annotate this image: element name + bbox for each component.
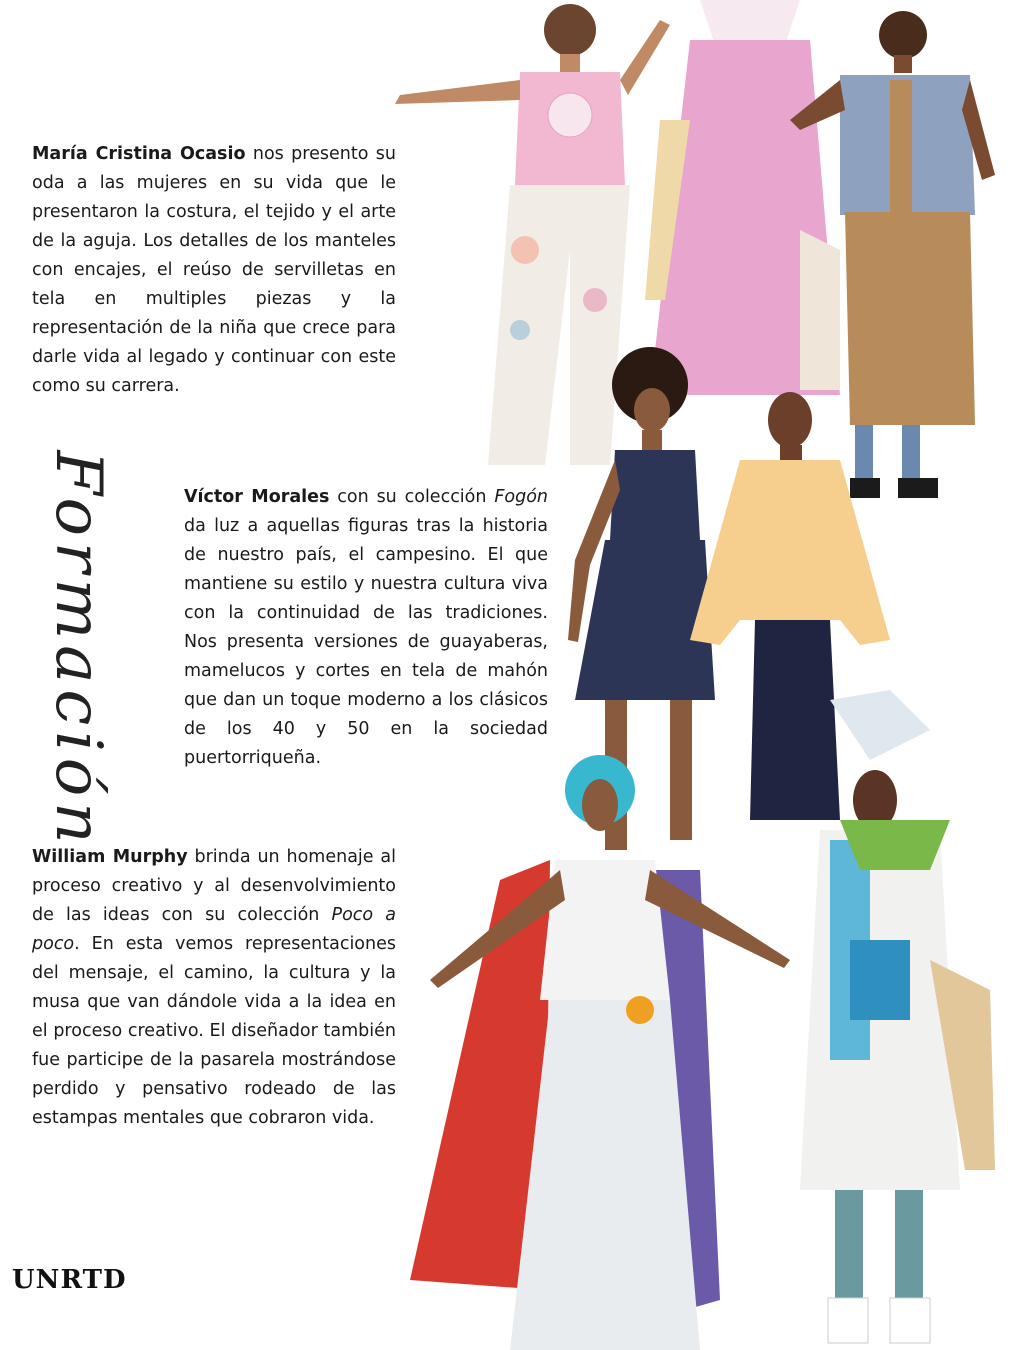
model-colorful-headpiece-figure [410, 755, 790, 1350]
designer-name: William Murphy [32, 847, 188, 867]
section-title-vertical: Formación [41, 450, 115, 850]
fashion-photo-collage [370, 0, 1013, 1350]
paragraph-text: da luz a aquellas figuras tras la historia de nuestro país, el campesino. El que mantiene su estilo y nuestra cultura viva con la continuidad de las tradiciones. Nos presenta versiones de guayaberas, mamelucos y cortes en tela de mahón que dan un toque moderno a los clásicos de los 40 y 50 en la sociedad puertorriqueña. [184, 516, 548, 768]
magazine-logo: UNRTD [12, 1265, 127, 1295]
paragraph-text: con su colección [329, 487, 495, 507]
paragraph-text: nos presento su oda a las mujeres en su vida que le presentaron la costura, el tejido y el arte de la aguja. Los detalles de los manteles con encajes, el reúso de servilletas en tela en multiples piezas y la representación de la niña que crece para darle vida al legado y continuar con este como su carrera. [32, 144, 396, 396]
designer-paragraph-william [32, 843, 396, 1133]
paragraph-text: brinda un homenaje al proceso creativo y al desenvolvimiento de las ideas con su colección [32, 847, 396, 925]
designer-name: Víctor Morales [184, 487, 330, 507]
collection-name: Poco a poco [32, 905, 396, 954]
collection-name: Fogón [494, 487, 548, 507]
paragraph-text: . En esta vemos representaciones del mensaje, el camino, la cultura y la musa que van dándole vida a la idea en el proceso creativo. El diseñador también fue participe de la pasarela mostrándose perdido y pensativo rodeado de las estampas mentales que cobraron vida. [32, 934, 396, 1128]
designer-name: María Cristina Ocasio [32, 144, 246, 164]
model-pink-dress-figure [645, 0, 840, 395]
designer-paragraph-maria [32, 140, 396, 401]
